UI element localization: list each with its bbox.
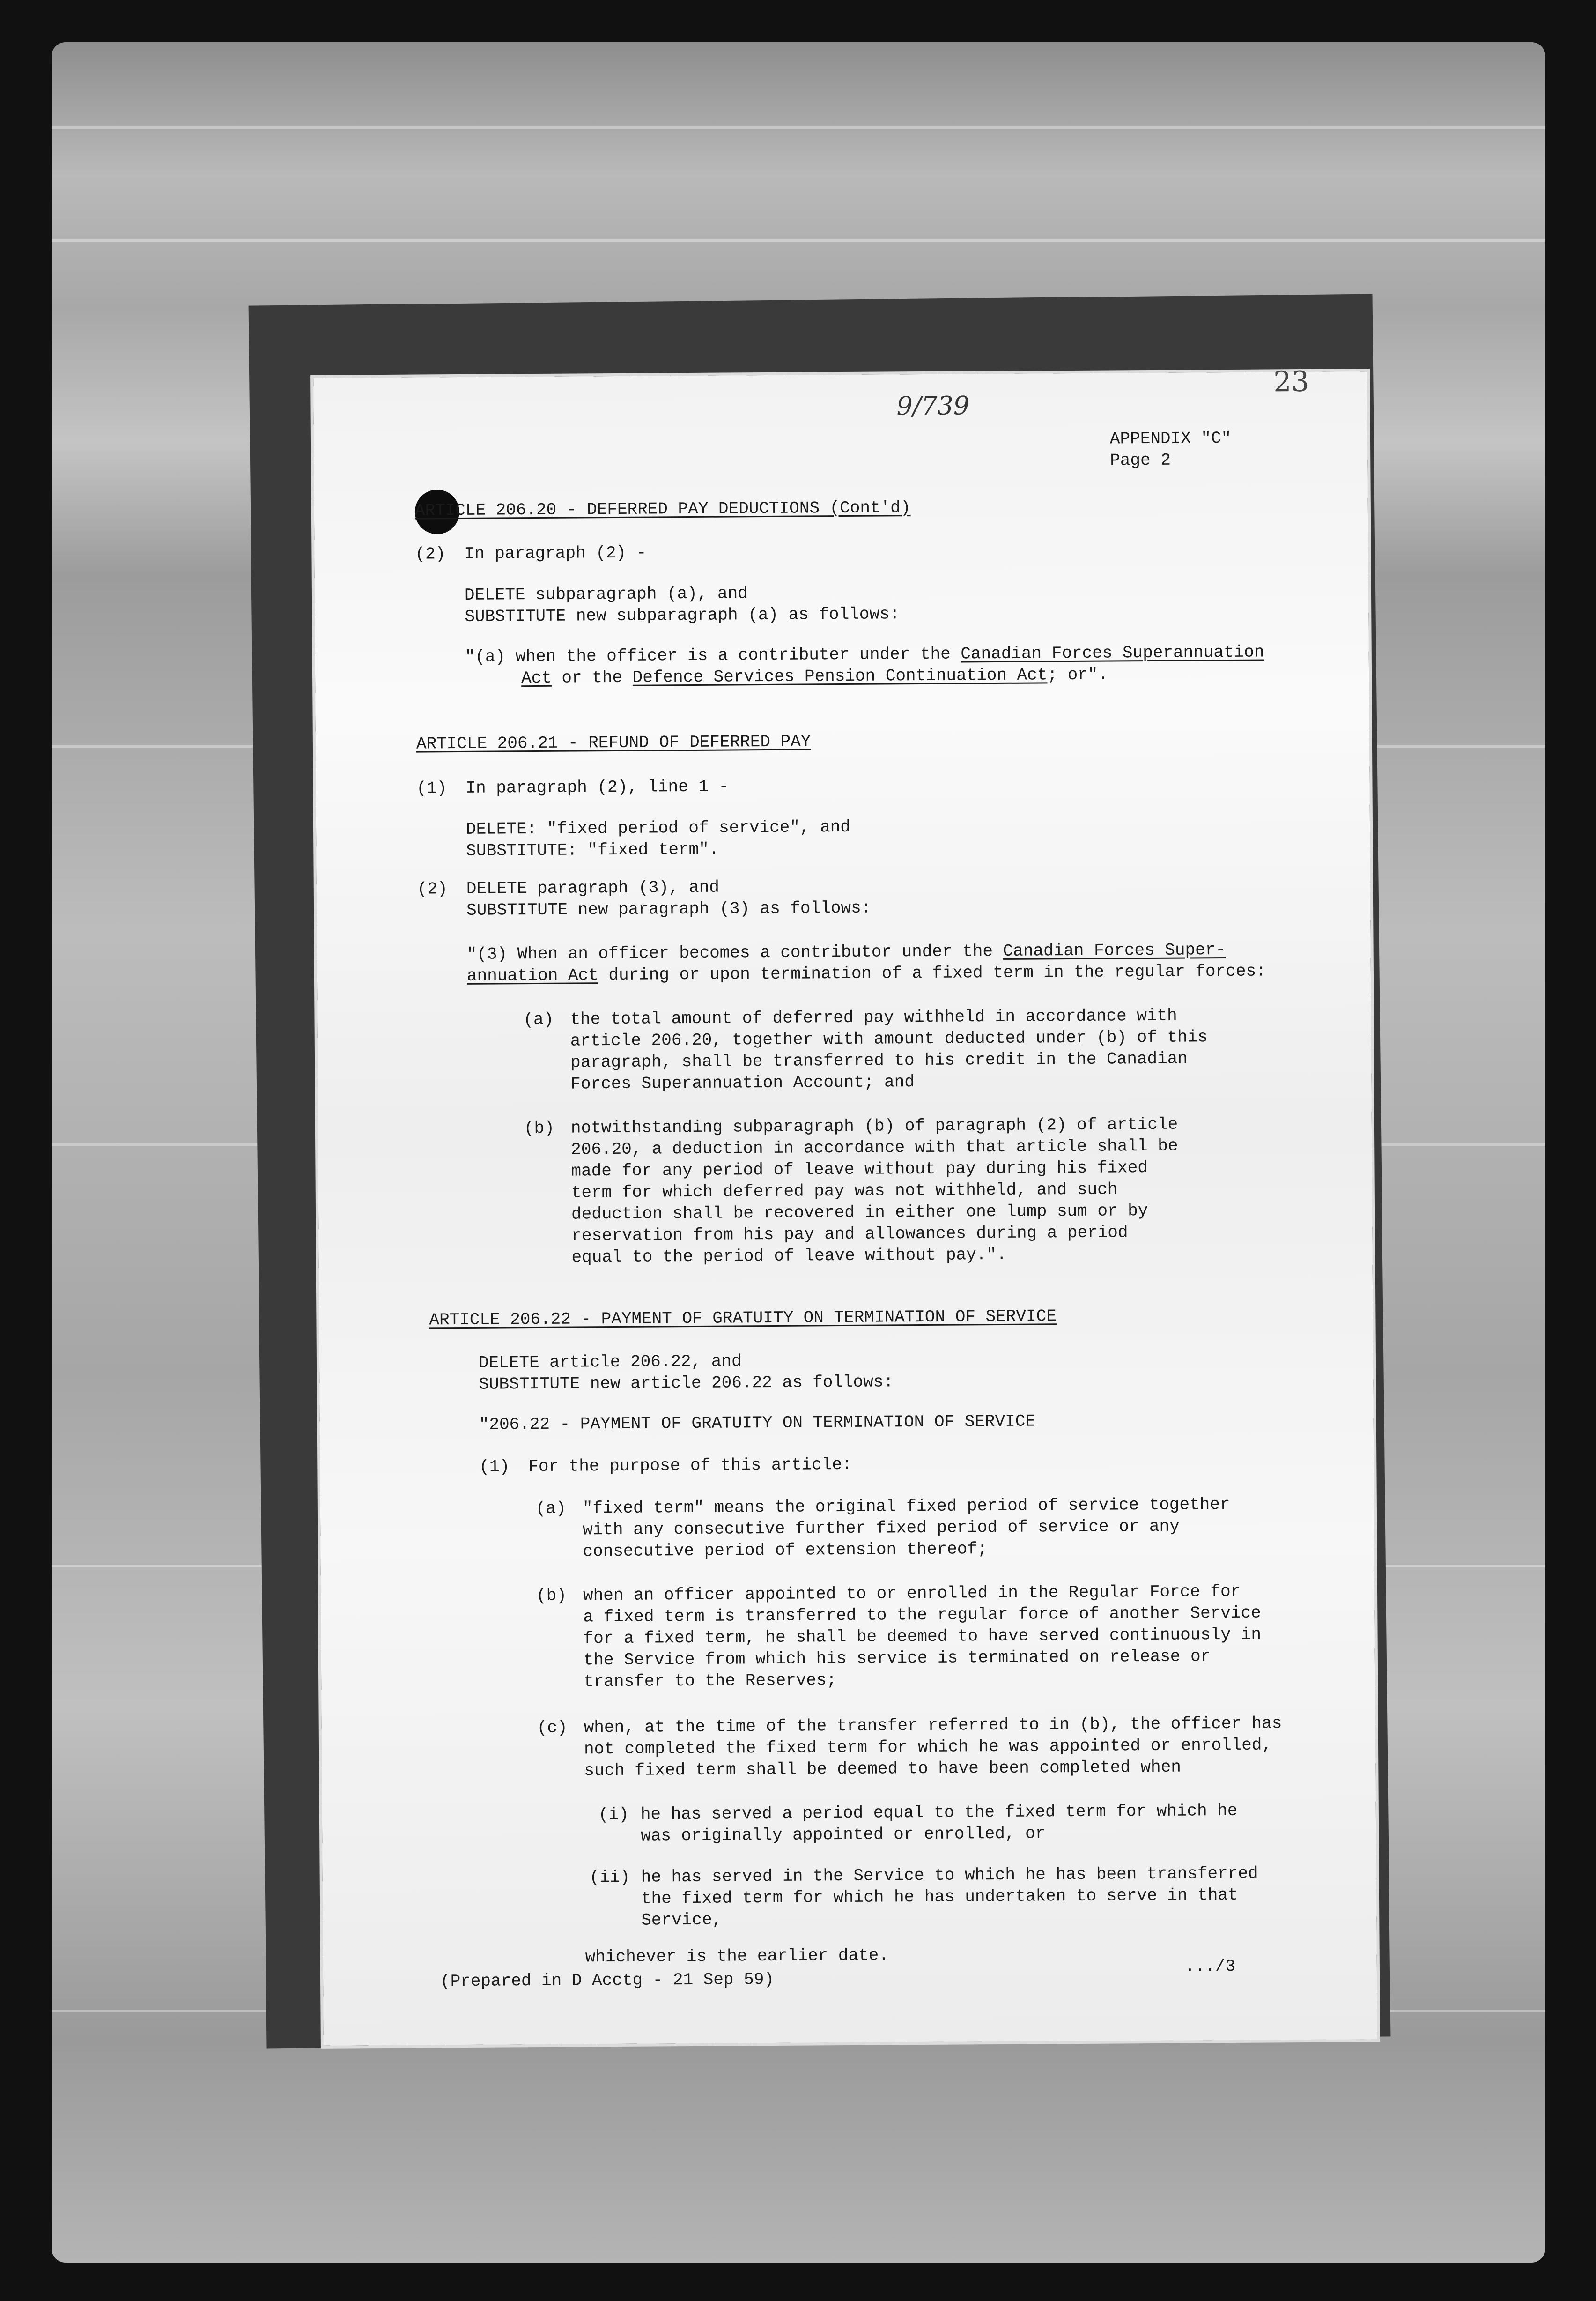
- subparagraph-line: the Service from which his service is terminated on release or: [583, 1647, 1211, 1670]
- subparagraph-label: (c): [537, 1718, 568, 1738]
- document-page: [313, 365, 1377, 2046]
- paragraph-label: (2): [415, 544, 446, 564]
- quoted-subparagraph: "(a) when the officer is a contributer under the Canadian Forces Superannuation: [465, 642, 1264, 667]
- substitute-instruction: SUBSTITUTE new article 206.22 as follows:: [479, 1372, 894, 1394]
- clause-line: the fixed term for which he has undertaken to serve in that: [641, 1885, 1238, 1908]
- subparagraph-line: Forces Superannuation Account; and: [570, 1072, 915, 1094]
- subparagraph-line: notwithstanding subparagraph (b) of paragraph (2) of article: [570, 1114, 1178, 1138]
- subparagraph-line: for a fixed term, he shall be deemed to have served continuously in: [583, 1625, 1262, 1648]
- subparagraph-label: (b): [536, 1586, 567, 1606]
- paragraph-text: In paragraph (2), line 1 -: [466, 777, 729, 798]
- subparagraph-line: article 206.20, together with amount deducted under (b) of this: [570, 1027, 1208, 1051]
- subparagraph-label: (a): [535, 1499, 566, 1519]
- paragraph-label: (1): [479, 1457, 510, 1477]
- subparagraph-line: transfer to the Reserves;: [584, 1670, 837, 1692]
- subparagraph-line: with any consecutive further fixed period of service or any: [583, 1516, 1180, 1540]
- quoted-article-title: "206.22 - PAYMENT OF GRATUITY ON TERMINATION OF SERVICE: [479, 1411, 1036, 1434]
- whichever-line: whichever is the earlier date.: [585, 1945, 889, 1967]
- continued-marker: .../3: [1184, 1956, 1236, 1976]
- subparagraph-line: equal to the period of leave without pay.".: [571, 1245, 1007, 1267]
- clause-line: he has served a period equal to the fixed term for which he: [640, 1801, 1238, 1824]
- subparagraph-line: consecutive period of extension thereof;: [583, 1539, 988, 1561]
- subparagraph-line: reservation from his pay and allowances during a period: [571, 1223, 1128, 1246]
- delete-instruction: DELETE: "fixed period of service", and: [466, 817, 851, 839]
- subparagraph-line: such fixed term shall be deemed to have been completed when: [584, 1757, 1182, 1781]
- delete-instruction: DELETE article 206.22, and: [478, 1351, 742, 1373]
- clause-line: Service,: [641, 1910, 723, 1930]
- appendix-label: APPENDIX "C": [1109, 428, 1232, 449]
- subparagraph-line: deduction shall be recovered in either one lump sum or by: [571, 1201, 1148, 1224]
- delete-instruction: DELETE subparagraph (a), and: [464, 584, 748, 605]
- paragraph-text: For the purpose of this article:: [528, 1455, 852, 1477]
- subparagraph-line: a fixed term is transferred to the regular force of another Service: [583, 1603, 1261, 1627]
- paragraph-label: (2): [417, 879, 448, 899]
- quoted-subparagraph-cont: Act or the Defence Services Pension Continuation Act; or".: [521, 665, 1108, 688]
- subparagraph-line: term for which deferred pay was not withheld, and such: [571, 1180, 1118, 1202]
- subparagraph-line: made for any period of leave without pay during his fixed: [571, 1158, 1148, 1181]
- page-stamp-number: 23: [1273, 365, 1309, 399]
- subparagraph-label: (a): [523, 1009, 554, 1030]
- clause-line: he has served in the Service to which he has been transferred: [641, 1863, 1258, 1887]
- subparagraph-line: when an officer appointed to or enrolled in the Regular Force for: [583, 1581, 1241, 1605]
- scan-streak: [52, 126, 1545, 129]
- substitute-instruction: SUBSTITUTE new subparagraph (a) as follows:: [465, 604, 900, 626]
- article-206-20-heading: ARTICLE 206.20 - DEFERRED PAY DEDUCTIONS (Cont'd): [414, 498, 911, 520]
- clause-line: was originally appointed or enrolled, or: [641, 1824, 1046, 1846]
- prepared-note: (Prepared in D Acctg - 21 Sep 59): [440, 1969, 775, 1991]
- paragraph-text: In paragraph (2) -: [464, 543, 647, 564]
- subparagraph-line: when, at the time of the transfer referred to in (b), the officer has: [584, 1714, 1282, 1737]
- subparagraph-line: 206.20, a deduction in accordance with that article shall be: [571, 1136, 1178, 1159]
- clause-label: (i): [598, 1804, 629, 1825]
- subparagraph-line: "fixed term" means the original fixed period of service together: [582, 1494, 1230, 1518]
- subparagraph-line: paragraph, shall be transferred to his credit in the Canadian: [570, 1049, 1188, 1072]
- page-label: Page 2: [1110, 450, 1171, 470]
- substitute-instruction: SUBSTITUTE: "fixed term".: [466, 839, 719, 861]
- subparagraph-line: the total amount of deferred pay withheld in accordance with: [570, 1006, 1177, 1029]
- scan-streak: [52, 239, 1545, 242]
- delete-instruction: DELETE paragraph (3), and: [466, 877, 720, 898]
- article-206-22-heading: ARTICLE 206.22 - PAYMENT OF GRATUITY ON TERMINATION OF SERVICE: [429, 1306, 1057, 1330]
- quoted-paragraph-3-cont: annuation Act during or upon termination of a fixed term in the regular forces:: [466, 961, 1266, 986]
- subparagraph-line: not completed the fixed term for which he was appointed or enrolled,: [584, 1735, 1272, 1759]
- article-206-21-heading: ARTICLE 206.21 - REFUND OF DEFERRED PAY: [416, 732, 811, 754]
- paragraph-label: (1): [416, 779, 447, 798]
- handwritten-reference: 9/739: [896, 391, 970, 421]
- subparagraph-label: (b): [524, 1118, 554, 1138]
- substitute-instruction: SUBSTITUTE new paragraph (3) as follows:: [466, 898, 872, 920]
- clause-label: (ii): [589, 1867, 630, 1887]
- quoted-paragraph-3: "(3) When an officer becomes a contributor under the Canadian Forces Super-: [466, 940, 1226, 964]
